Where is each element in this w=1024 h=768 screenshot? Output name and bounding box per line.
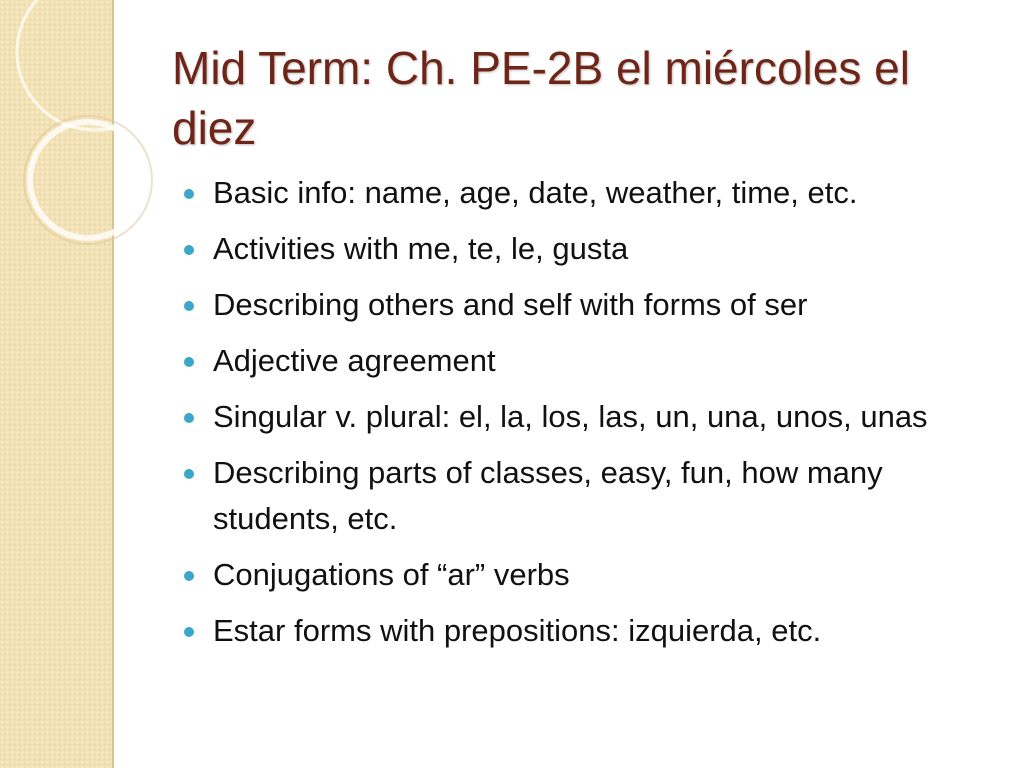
- bullet-text: Estar forms with prepositions: izquierda, etc.: [213, 613, 822, 648]
- bullet-item: [170, 170, 1000, 216]
- bullet-text: Conjugations of “ar” verbs: [213, 557, 570, 592]
- bullet-marker-icon: [184, 469, 194, 479]
- bullet-item: [170, 450, 1000, 542]
- bullet-text: Adjective agreement: [213, 343, 496, 378]
- bullet-marker-icon: [184, 189, 194, 199]
- bullet-text: Singular v. plural: el, la, los, las, un, una, unos, unas: [213, 399, 928, 434]
- bullet-text: Describing others and self with forms of ser: [213, 287, 808, 322]
- bullet-text: Activities with me, te, le, gusta: [213, 231, 629, 266]
- bullet-text: Basic info: name, age, date, weather, time, etc.: [213, 175, 858, 210]
- bullet-item: [170, 552, 1000, 598]
- bullet-marker-icon: [184, 301, 194, 311]
- bullet-marker-icon: [184, 357, 194, 367]
- bullet-marker-icon: [184, 627, 194, 637]
- bullet-text: Describing parts of classes, easy, fun, how many students, etc.: [213, 455, 883, 536]
- slide-title: Mid Term: Ch. PE-2B el miércoles el diez: [172, 42, 910, 154]
- bullet-item: [170, 282, 1000, 328]
- bullet-marker-icon: [184, 413, 194, 423]
- bullet-item: [170, 226, 1000, 272]
- decorative-circles: [0, 0, 180, 260]
- bullet-item: [170, 338, 1000, 384]
- bullet-marker-icon: [184, 571, 194, 581]
- bullet-marker-icon: [184, 245, 194, 255]
- bullet-item: [170, 394, 1000, 440]
- bullet-item: [170, 608, 1000, 654]
- bullet-list: [170, 170, 1000, 664]
